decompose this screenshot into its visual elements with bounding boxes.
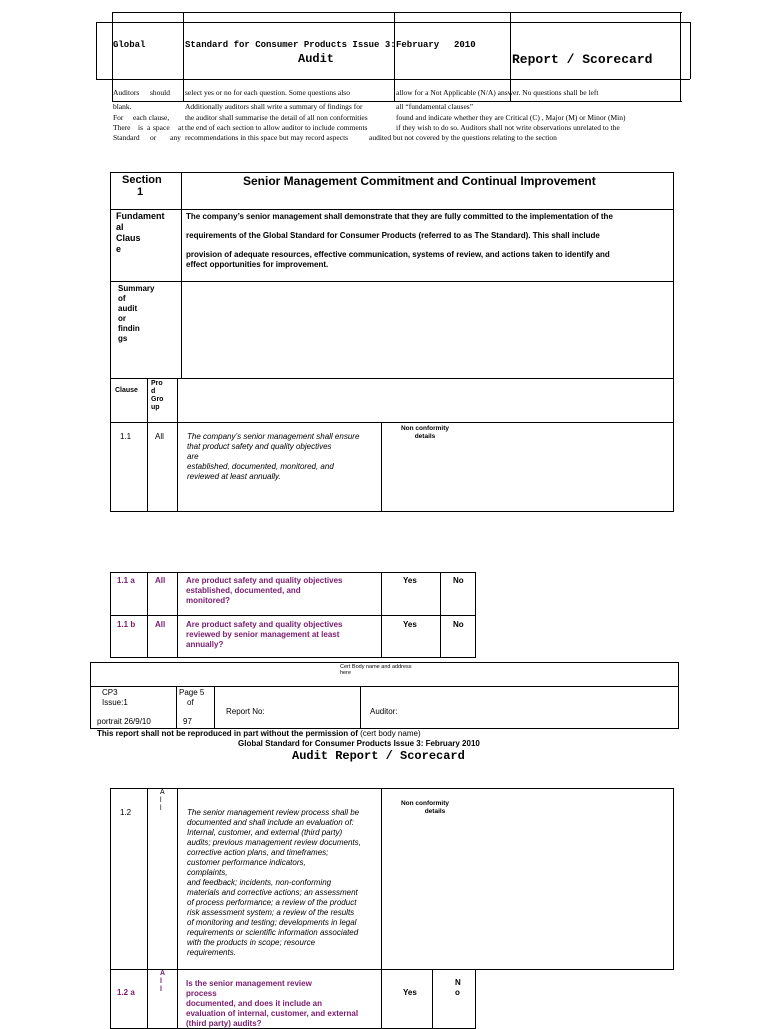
clause-1-2-number: 1.2 (120, 808, 132, 817)
clause-1-1-text (187, 432, 379, 482)
text-line: provision of adequate resources, effective communication, systems of review, and actions taken to identify and (186, 250, 610, 259)
label-line: Gro (151, 396, 164, 403)
text-line: (third party) audits? (186, 1019, 262, 1028)
notice-plain: (cert body name) (360, 729, 421, 738)
letter: o (455, 988, 460, 997)
label-line: Non conformity (400, 800, 450, 807)
text-line: materials and corrective actions; an assessment (187, 888, 358, 897)
fundamental-clause-label (116, 211, 165, 255)
auditor-label: Auditor: (370, 707, 398, 716)
yes-option[interactable]: Yes (403, 620, 417, 629)
issue-text: Issue:1 (102, 698, 128, 707)
clause-1-1-number: 1.1 (120, 432, 132, 441)
text-line: Are product safety and quality objectives (186, 620, 343, 629)
header-global: Global (113, 40, 146, 50)
summary-input[interactable] (182, 282, 672, 377)
page-of: of (187, 698, 194, 707)
clause-1-1-group: All (155, 432, 164, 441)
instr-text: For (113, 113, 124, 122)
letter: l (160, 986, 162, 993)
letter: A (160, 970, 166, 977)
header-standard: Standard for Consumer Products Issue 3: (185, 40, 396, 50)
instr-text: audited but not covered by the questions relating to the section (369, 133, 557, 142)
question-text (186, 576, 378, 606)
header-year: 2010 (454, 40, 476, 50)
instr-text: each clause, (133, 113, 170, 122)
instr-text: Standard (113, 133, 140, 142)
text-line: Are product safety and quality objectives (186, 576, 343, 585)
question-group: All (155, 576, 166, 585)
header-report-title: Report / Scorecard (512, 52, 653, 67)
instr-text: allow for a Not Applicable (N/A) answer. No questions shall be left (396, 88, 599, 97)
doc-code (102, 688, 128, 708)
text-line: evaluation of internal, customer, and external (186, 1009, 359, 1018)
text-line: Cert Body name and address (340, 664, 412, 670)
instr-text: all “fundamental clauses” (396, 102, 474, 111)
clause-1-1-nc-label (382, 425, 468, 441)
text-line: monitored? (186, 596, 230, 605)
report-no-label: Report No: (226, 707, 265, 716)
label-line: details (414, 433, 436, 440)
text-line: The senior management review process shall be (187, 808, 360, 817)
instr-text: found and indicate whether they are Critical (C) , Major (M) or Minor (Min) (396, 113, 626, 122)
text-line: complaints, (187, 868, 228, 877)
prod-group-header (151, 380, 163, 412)
question-id: 1.1 a (117, 576, 135, 585)
yes-option[interactable]: Yes (403, 576, 417, 585)
instr-text: the end of each section to allow auditor to include comments (185, 123, 368, 132)
text-line: are (187, 452, 199, 461)
letter: l (160, 797, 162, 804)
text-line: of monitoring and testing; developments in legal (187, 918, 357, 927)
instr-text: the auditor shall summarise the detail of all non conformities (185, 113, 368, 122)
instr-text: Auditors (113, 88, 140, 97)
question-1-2a-text (186, 979, 380, 1029)
label-line: Fundament (116, 211, 165, 221)
text-line: The company’s senior management shall ensure (187, 432, 360, 441)
text-line: reviewed at least annually. (187, 472, 281, 481)
instr-text: if they wish to do so. Auditors shall not write observations unrelated to the (396, 123, 620, 132)
text-line: established, documented, and (186, 586, 301, 595)
clause-header: Clause (115, 387, 138, 394)
text-line: documented, and does it include an (186, 999, 323, 1008)
instr-text: or (150, 133, 157, 142)
label-line: Claus (116, 233, 141, 243)
text-line: that product safety and quality objectives (187, 442, 332, 451)
label-line: of (118, 294, 126, 303)
label-line: Pro (151, 380, 163, 387)
page-total: 97 (183, 717, 192, 726)
audit-report-title: Audit Report / Scorecard (292, 749, 465, 763)
letter: N (455, 978, 461, 987)
summary-label (118, 284, 154, 344)
header-month: February (396, 40, 440, 50)
section-label: Section (122, 174, 162, 186)
text-line: annually? (186, 640, 224, 649)
instr-text: is (138, 123, 144, 132)
no-option[interactable]: No (453, 620, 464, 629)
label-line: e (116, 244, 122, 254)
question-id: 1.1 b (117, 620, 136, 629)
label-line: or (118, 314, 126, 323)
instr-text: any (170, 133, 181, 142)
label-line: Summary (118, 284, 155, 293)
instr-text: blank. (113, 102, 132, 111)
doc-code-text: CP3 (102, 688, 118, 697)
question-1-2a-id: 1.2 a (117, 988, 135, 997)
text-line: process (186, 989, 217, 998)
label-line: d (151, 388, 156, 395)
question-group: All (155, 620, 166, 629)
question-text (186, 620, 378, 650)
reproduction-notice (97, 729, 421, 739)
label-line: details (424, 808, 446, 815)
instr-text: recommendations in this space but may record aspects (185, 133, 349, 142)
text-line: risk assessment system; a review of the results (187, 908, 355, 917)
clause-1-2-nc-label (382, 800, 468, 816)
letter: l (160, 805, 162, 812)
text-line: requirements or scientific information associated (187, 928, 359, 937)
letter: A (160, 789, 165, 796)
instr-text: There (113, 123, 131, 132)
text-line: requirements of the Global Standard for Consumer Products (referred to as The Standard). This shall include (186, 231, 600, 240)
text-line: documented and shall include an evaluation of: (187, 818, 354, 827)
text-line: corrective action plans, and timeframes; (187, 848, 329, 857)
letter: l (160, 978, 162, 985)
no-option[interactable] (455, 978, 461, 998)
text-line: Is the senior management review (186, 979, 312, 988)
header-audit: Audit (298, 52, 335, 66)
instr-text: should (150, 88, 171, 97)
page-text: Page 5 (179, 688, 205, 697)
text-line: Internal, customer, and external (third party) (187, 828, 343, 837)
label-line: audit (118, 304, 138, 313)
yes-option[interactable]: Yes (403, 988, 417, 997)
clause-1-2-text (187, 808, 381, 958)
standard-line: Global Standard for Consumer Products Issue 3: February 2010 (238, 739, 480, 748)
label-line: gs (118, 334, 128, 343)
section-title: Senior Management Commitment and Continual Improvement (243, 174, 596, 188)
instr-text: Additionally auditors shall write a summary of findings for (185, 102, 363, 111)
fundamental-clause-text (186, 212, 672, 270)
text-line: customer performance indicators, (187, 858, 306, 867)
label-line: up (151, 404, 160, 411)
clause-1-2-nc-input[interactable] (382, 820, 672, 966)
cert-body-placeholder (340, 664, 412, 676)
label-line: al (116, 222, 124, 232)
notice-bold: This report shall not be reproduced in part without the permission of (97, 729, 358, 738)
text-line: and feedback; incidents, non-conforming (187, 878, 332, 887)
text-line: requirements. (187, 948, 236, 957)
question-1-2a-group (160, 970, 165, 994)
section-number: 1 (137, 186, 144, 198)
label-line: findin (118, 324, 140, 333)
text-line: of process performance; a review of the product (187, 898, 357, 907)
instr-text: at (178, 123, 184, 132)
clause-1-1-nc-input[interactable] (382, 445, 672, 509)
text-line: with the products in scope; resource (187, 938, 316, 947)
clause-1-2-group (160, 789, 165, 813)
no-option[interactable]: No (453, 576, 464, 585)
text-line: reviewed by senior management at least (186, 630, 340, 639)
page-number (179, 688, 204, 708)
text-line: here (340, 670, 352, 676)
text-line: established, documented, monitored, and (187, 462, 334, 471)
label-line: Non conformity (400, 425, 450, 432)
text-line: effect opportunities for improvement. (186, 260, 329, 269)
text-line: audits; previous management review documents, (187, 838, 361, 847)
text-line: The company’s senior management shall demonstrate that they are fully committed to the implementation of the (186, 212, 613, 221)
instr-text: space (153, 123, 170, 132)
instr-text: a (147, 123, 151, 132)
portrait-date: portrait 26/9/10 (97, 717, 151, 726)
instr-text: select yes or no for each question. Some questions also (185, 88, 350, 97)
